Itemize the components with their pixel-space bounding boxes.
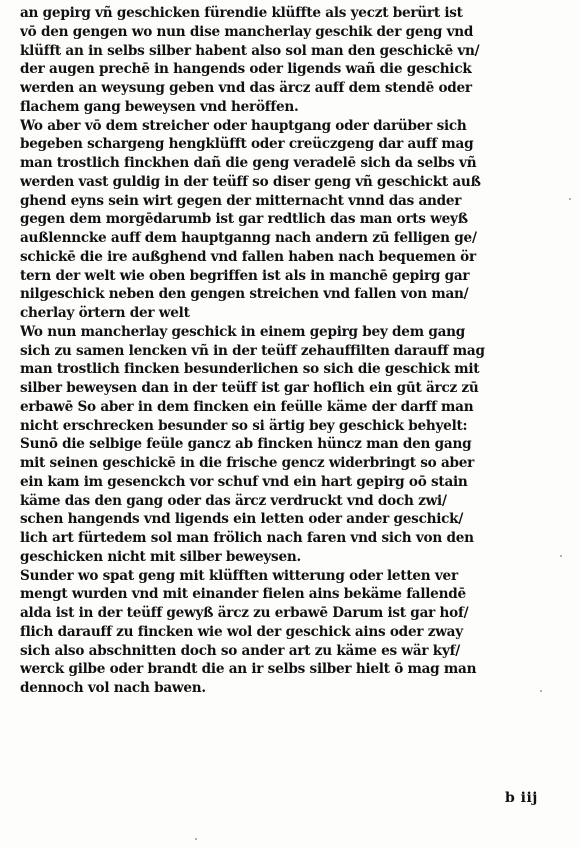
- paper-speck: [540, 690, 542, 692]
- text-line: sich also abschnitten doch so ander art zu käme es wär kyf/: [20, 642, 460, 659]
- paper-speck: [569, 198, 571, 200]
- text-line: vō den gengen wo nun dise mancherlay geschik der geng vnd: [20, 23, 474, 40]
- text-line: flachem gang beweysen vnd heröffen.: [20, 98, 299, 115]
- text-line: alda ist in der teüff gewyß ärcz zu erbawē Darum ist gar hof/: [20, 605, 469, 621]
- text-line: werck gilbe oder brandt die an ir selbs silber hielt ō mag man: [20, 661, 477, 678]
- text-line: Sunder wo spat geng mit klüfften witterung oder letten ver: [20, 567, 458, 584]
- text-line: Sunō die selbige feüle gancz ab fincken hüncz man den gang: [20, 436, 472, 453]
- text-line: cherlay örtern der welt: [20, 305, 190, 321]
- text-line: man trostlich finckhen dañ die geng veradelē sich da selbs vñ: [20, 155, 477, 171]
- text-line: erbawē So aber in dem fincken ein feülle käme der darff man: [20, 398, 474, 415]
- text-line: Wo nun mancherlay geschick in einem gepirg bey dem gang: [20, 323, 466, 340]
- text-line: werden vast guldig in der teüff so diser geng vñ geschickt auß: [20, 173, 481, 190]
- text-line: schen hangends vnd ligends ein letten oder ander geschick/: [20, 511, 464, 528]
- text-line: schickē die ire außghend vnd fallen haben nach bequemen ör: [20, 248, 476, 265]
- paper-speck: [195, 838, 197, 840]
- text-line: begeben schargeng hengklüfft oder creüczgeng dar auff mag: [20, 136, 474, 153]
- text-line: ein kam im gesenckch vor schuf vnd ein hart gepirg oō stain: [20, 473, 468, 490]
- text-line: klüfft an in selbs silber habent also sol man den geschickē vn/: [20, 42, 480, 59]
- text-line: nicht erschrecken besunder so si ärtig bey geschick behyelt:: [20, 417, 468, 434]
- text-line: mit seinen geschickē in die frische gencz widerbringt so aber: [20, 455, 475, 471]
- text-line: werden an weysung geben vnd das ärcz auff dem stendē oder: [20, 80, 472, 96]
- text-line: geschicken nicht mit silber beweysen.: [20, 548, 301, 565]
- text-line: man trostlich fincken besunderlichen so sich die geschick mit: [20, 361, 480, 378]
- text-line: an gepirg vñ geschicken fürendie klüffte als yeczt berürt ist: [20, 5, 463, 21]
- text-line: sich zu samen lencken vñ in der teüff zehauffilten darauff mag: [20, 342, 485, 359]
- text-line: silber beweysen dan in der teüff ist gar hoflich ein gūt ärcz zū: [20, 380, 479, 396]
- text-line: käme das den gang oder das ärcz verdruckt vnd doch zwi/: [20, 492, 447, 509]
- signature-mark: b iij: [505, 790, 538, 806]
- text-line: gegen dem morgēdarumb ist gar redtlich das man orts weyß: [20, 211, 468, 228]
- text-line: dennoch vol nach bawen.: [20, 680, 206, 696]
- text-line: mengt wurden vnd mit einander fielen ains bekäme fallendē: [20, 586, 466, 603]
- text-line: der augen prechē in hangends oder ligends wañ die geschick: [20, 61, 472, 78]
- text-line: nilgeschick neben den gengen streichen vnd fallen von man/: [20, 286, 469, 303]
- text-line: Wo aber vō dem streicher oder hauptgang oder darüber sich: [20, 117, 467, 134]
- text-line: tern der welt wie oben begriffen ist als in manchē gepirg gar: [20, 267, 470, 284]
- text-line: außlenncke auff dem hauptganng nach andern zū felligen ge/: [20, 230, 477, 246]
- text-line: lich art fürtedem sol man frölich nach faren vnd sich von den: [20, 530, 474, 546]
- paper-speck: [560, 555, 562, 557]
- text-line: flich darauff zu fincken wie wol der geschick ains oder zway: [20, 623, 463, 640]
- body-text: [20, 4, 576, 698]
- text-line: ghend eyns sein wirt gegen der mitternacht vnnd das ander: [20, 192, 462, 209]
